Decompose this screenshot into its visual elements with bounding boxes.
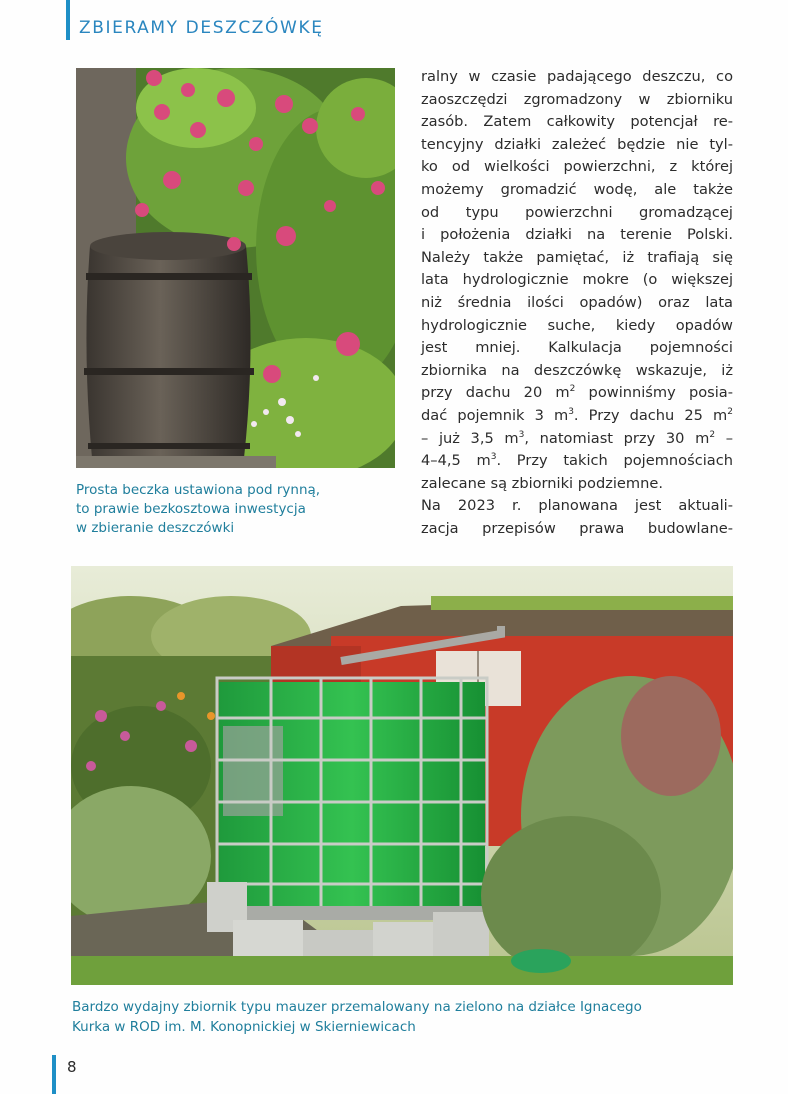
article-body: [421, 66, 733, 540]
body-line: hydrologicznie suche, kiedy opadów: [421, 316, 733, 334]
caption-line: Bardzo wydajny zbiornik typu mauzer przemalowany na zielono na działce Ignacego: [72, 999, 642, 1015]
superscript: 2: [569, 384, 576, 395]
body-line: ko od wielkości powierzchni, z której: [421, 158, 733, 176]
caption-line: to prawie bezkosztowa inwestycja: [76, 501, 306, 517]
body-line: zasób. Zatem całkowity potencjał re-: [421, 113, 733, 131]
barrel-photo-caption: [76, 481, 396, 538]
superscript: 2: [709, 429, 716, 440]
text-run: – już 3,5 m: [421, 429, 519, 447]
body-line: od typu powierzchni gromadzącej: [421, 203, 733, 221]
body-line: jest mniej. Kalkulacja pojemności: [421, 339, 733, 357]
body-line: ralny w czasie padającego deszczu, co: [421, 68, 733, 85]
body-line: możemy gromadzić wodę, ale także: [421, 180, 733, 198]
text-run: . Przy takich pojemnościach: [496, 452, 733, 470]
superscript: 3: [568, 406, 574, 417]
barrel-illustration: [76, 68, 395, 468]
text-run: –: [715, 429, 733, 447]
footer-accent-bar: [52, 1055, 56, 1094]
text-run: dać pojemnik 3 m: [421, 406, 569, 424]
text-run: 4–4,5 m: [421, 452, 491, 470]
barrel-photo: [76, 68, 395, 468]
text-run: , natomiast przy 30 m: [524, 429, 710, 447]
body-line: zaoszczędzi zgromadzony w zbiorniku: [421, 90, 733, 108]
text-run: przy dachu 20 m: [421, 384, 570, 402]
section-title: ZBIERAMY DESZCZÓWKĘ: [79, 18, 324, 38]
body-line: zalecane są zbiorniki podziemne.: [421, 474, 663, 492]
body-line: Na 2023 r. planowana jest aktuali-: [421, 497, 733, 515]
body-line: niż średnia ilości opadów) oraz lata: [421, 293, 733, 311]
body-line: zbiornika na deszczówkę wskazuje, iż: [421, 361, 733, 379]
text-run: . Przy dachu 25 m: [573, 406, 728, 424]
page-number: 8: [67, 1058, 77, 1076]
tank-photo: [71, 566, 733, 985]
header-accent-bar: [66, 0, 70, 40]
superscript: 3: [490, 452, 497, 463]
body-line: [421, 428, 733, 451]
superscript: 3: [518, 429, 525, 440]
body-line: Należy także pamiętać, iż trafiają się: [421, 248, 733, 266]
caption-line: Kurka w ROD im. M. Konopnickiej w Skierniewicach: [72, 1019, 416, 1035]
body-line: i położenia działki na terenie Polski.: [421, 226, 733, 244]
superscript: 2: [727, 406, 733, 417]
caption-line: Prosta beczka ustawiona pod rynną,: [76, 482, 321, 498]
body-line: [421, 405, 733, 428]
body-line: [421, 450, 733, 473]
tank-photo-caption: [72, 997, 752, 1037]
body-line: zacja przepisów prawa budowlane-: [421, 519, 733, 537]
body-line: [421, 382, 733, 405]
body-line: lata hydrologicznie mokre (o większej: [421, 271, 733, 289]
body-line: tencyjny działki zależeć będzie nie tyl-: [421, 135, 733, 153]
tank-illustration: [71, 566, 733, 985]
caption-line: w zbieranie deszczówki: [76, 520, 235, 536]
text-run: powinniśmy posia-: [575, 384, 733, 402]
